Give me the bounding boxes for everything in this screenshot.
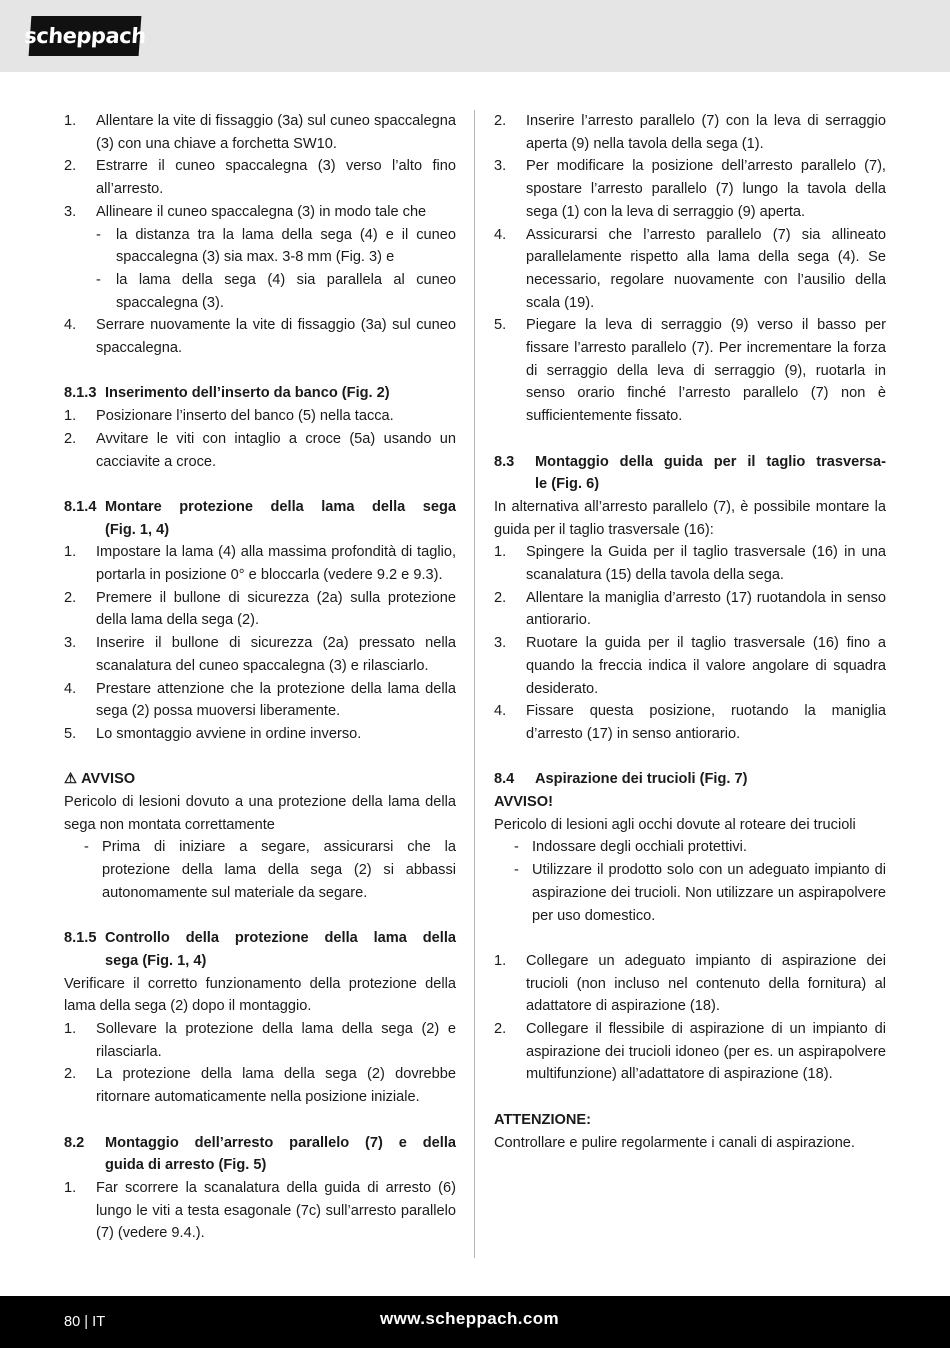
section-heading-8-3: 8.3 Montaggio della guida per il taglio trasversa- le (Fig. 6) bbox=[494, 453, 886, 493]
sub-item: - Utilizzare il prodotto solo con un adeguato impianto di aspirazione dei trucioli. Non utilizzare un aspirapolvere per uso domestico. bbox=[514, 862, 886, 924]
list-item: 3. Per modificare la posizione dell’arresto parallelo (7), spostare l’arresto parallelo (7) lungo la tavola della sega (1) con la leva di serraggio (9) aperta. bbox=[494, 158, 886, 220]
list-item: 2. Collegare il flessibile di aspirazione di un impianto di aspirazione dei trucioli idoneo (per es. un aspirapolvere multifunzione) all’adattatore di aspirazione (18). bbox=[494, 1021, 886, 1083]
list-item: 2. Inserire l’arresto parallelo (7) con la leva di serraggio aperta (9) nella tavola della sega (1). bbox=[494, 113, 886, 152]
list-item: 5. Piegare la leva di serraggio (9) verso il basso per fissare l’arresto parallelo (7). Per incrementare la forza di serraggio della leva di serraggio (9), ruotarla in senso orario finché l’arresto parallelo (7) non è sufficientemente fissato. bbox=[494, 317, 886, 425]
list-item: 3. Ruotare la guida per il taglio trasversale (16) fino a quando la freccia indica il valore angolare di squadra desiderato. bbox=[494, 635, 886, 697]
warning-triangle-icon: ⚠ bbox=[64, 771, 78, 788]
website-link[interactable]: www.scheppach.com bbox=[380, 1309, 560, 1328]
list-item: 3. Allineare il cuneo spaccalegna (3) in modo tale che bbox=[64, 203, 427, 220]
page-number: 80 | IT bbox=[64, 1314, 106, 1330]
section-heading-8-1-3: 8.1.3 Inserimento dell’inserto da banco (Fig. 2) bbox=[64, 385, 390, 402]
list-item: 1. Impostare la lama (4) alla massima profondità di taglio, portarla in posizione 0° e bloccarla (vedere 9.2 e 9.3). bbox=[64, 544, 456, 584]
list-item: 2. Avvitare le viti con intaglio a croce (5a) usando un cacciavite a croce. bbox=[64, 430, 456, 470]
warning-title: AVVISO! bbox=[494, 794, 553, 811]
list-item: 2. Allentare la maniglia d’arresto (17) ruotandola in senso antiorario. bbox=[494, 589, 886, 629]
list-item: 3. Inserire il bullone di sicurezza (2a) pressato nella scanalatura del cuneo spaccalegna (3) e rilasciarlo. bbox=[64, 635, 456, 674]
section-heading-8-2: 8.2 Montaggio dell’arresto parallelo (7) e della guida di arresto (Fig. 5) bbox=[64, 1134, 456, 1174]
list-item: 1. Posizionare l’inserto del banco (5) nella tacca. bbox=[64, 408, 394, 425]
list-item: 1. Spingere la Guida per il taglio trasversale (16) in una scanalatura (15) della tavola della sega. bbox=[494, 544, 886, 584]
paragraph: Verificare il corretto funzionamento della protezione della lama della sega (2) dopo il montaggio. bbox=[64, 975, 456, 1015]
list-item: 4. Fissare questa posizione, ruotando la maniglia d’arresto (17) in senso antiorario. bbox=[494, 703, 886, 742]
steps-wedge bbox=[64, 110, 456, 360]
attention-title: ATTENZIONE: bbox=[494, 1111, 592, 1128]
list-item: 1. Sollevare la protezione della lama della sega (2) e rilasciarla. bbox=[64, 1021, 456, 1060]
list-item: 2. Estrarre il cuneo spaccalegna (3) verso l’alto fino all’arresto. bbox=[64, 158, 456, 198]
list-item: 4. Serrare nuovamente la vite di fissaggio (3a) sul cuneo spaccalegna. bbox=[64, 317, 456, 357]
page-footer bbox=[0, 1296, 950, 1348]
list-item: 4. Prestare attenzione che la protezione della lama della sega (2) possa muoversi liberamente. bbox=[64, 680, 456, 720]
paragraph: In alternativa all’arresto parallelo (7), è possibile montare la guida per il taglio trasversale (16): bbox=[494, 498, 886, 538]
left-column bbox=[64, 110, 456, 1245]
page-header bbox=[0, 0, 950, 72]
warning-text: Pericolo di lesioni agli occhi dovute al roteare dei trucioli bbox=[494, 816, 856, 833]
sub-item: - la distanza tra la lama della sega (4) e il cuneo spaccalegna (3) sia max. 3-8 mm (Fig. 3) e bbox=[96, 226, 456, 266]
list-item: 4. Assicurarsi che l’arresto parallelo (7) sia allineato parallelamente rispetto alla lama della sega (4). Se necessario, regolare nuovamente con l’ausilio della scala (19). bbox=[494, 226, 886, 311]
right-column bbox=[494, 110, 886, 1154]
warning-title: ⚠ AVVISO bbox=[64, 768, 456, 791]
list-item: 5. Lo smontaggio avviene in ordine inverso. bbox=[64, 725, 362, 742]
list-item: 2. La protezione della lama della sega (2) dovrebbe ritornare automaticamente nella posizione iniziale. bbox=[64, 1066, 456, 1106]
sub-item: - Prima di iniziare a segare, assicurarsi che la protezione della lama della sega (2) si abbassi autonomamente sul materiale da segare. bbox=[84, 839, 456, 901]
list-item: 2. Premere il bullone di sicurezza (2a) sulla protezione della lama della sega (2). bbox=[64, 589, 456, 629]
attention-text: Controllare e pulire regolarmente i canali di aspirazione. bbox=[494, 1134, 855, 1151]
section-heading-8-1-4: 8.1.4 Montare protezione della lama della sega (Fig. 1, 4) bbox=[64, 498, 456, 538]
list-item: 1. Collegare un adeguato impianto di aspirazione dei trucioli (non incluso nel contenuto della fornitura) al adattatore di aspirazione (18). bbox=[494, 952, 886, 1015]
sub-item: - Indossare degli occhiali protettivi. bbox=[514, 839, 747, 856]
warning-text: Pericolo di lesioni dovuto a una protezione della lama della sega non montata correttamente bbox=[64, 794, 456, 833]
list-item: 1. Far scorrere la scanalatura della guida di arresto (6) lungo le viti a testa esagonale (7c) sull’arresto parallelo (7) (vedere 9.4.). bbox=[64, 1179, 456, 1242]
list-item: 1. Allentare la vite di fissaggio (3a) sul cuneo spaccalegna (3) con una chiave a forchetta SW10. bbox=[64, 113, 456, 152]
sub-item: - la lama della sega (4) sia parallela al cuneo spaccalegna (3). bbox=[96, 271, 456, 311]
column-divider bbox=[474, 110, 475, 1258]
scheppach-logo: scheppach bbox=[29, 16, 142, 56]
section-heading-8-1-5: 8.1.5 Controllo della protezione della lama della sega (Fig. 1, 4) bbox=[64, 930, 456, 969]
section-heading-8-4: 8.4 Aspirazione dei trucioli (Fig. 7) bbox=[494, 771, 748, 788]
